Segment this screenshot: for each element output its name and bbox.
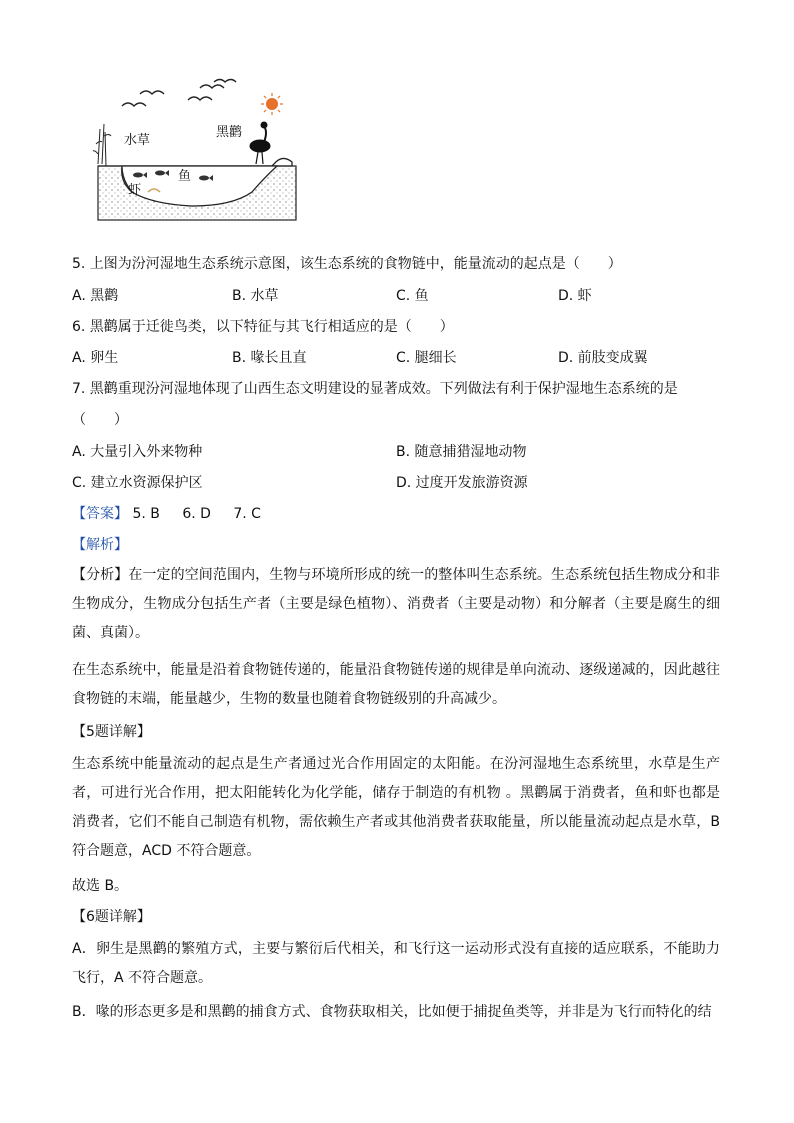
question-5-stem: 5. 上图为汾河湿地生态系统示意图，该生态系统的食物链中，能量流动的起点是（ ） xyxy=(72,256,622,272)
analysis-paragraph-1: 【分析】在一定的空间范围内，生物与环境所形成的统一的整体叫生态系统。生态系统包括生物成分和非生物成分，生物成分包括生产者（主要是绿色植物）、消费者（主要是动物）和分解者（主要是腐生的细菌、真菌）。 xyxy=(72,567,720,641)
q7-option-a: A. 大量引入外来物种 xyxy=(72,444,203,460)
q6-option-d: D. 前肢变成翼 xyxy=(558,350,648,366)
label-shrimp: 虾 xyxy=(128,183,142,198)
flying-birds-icon xyxy=(122,80,236,107)
q6-option-a: A. 卵生 xyxy=(72,350,119,366)
q5-option-c: C. 鱼 xyxy=(396,288,429,304)
label-water-grass: 水草 xyxy=(124,133,151,148)
answer-line xyxy=(72,504,279,524)
q5-option-a: A. 黑鹳 xyxy=(72,288,119,304)
detail-6-paragraph-a: A．卵生是黑鹳的繁殖方式，主要与繁衍后代相关，和飞行这一运动形式没有直接的适应联系，不能助力飞行，A 不符合题意。 xyxy=(72,941,720,986)
black-stork-icon xyxy=(250,122,270,164)
q5-option-b: B. 水草 xyxy=(232,288,279,304)
answer-item-7: 7. C xyxy=(233,506,261,522)
question-7-stem-line2: （ ） xyxy=(72,412,128,428)
water-grass-icon xyxy=(93,124,111,166)
q5-option-d: D. 虾 xyxy=(558,288,592,304)
q7-option-c: C. 建立水资源保护区 xyxy=(72,475,203,491)
analysis-paragraph-2: 在生态系统中，能量是沿着食物链传递的，能量沿食物链传递的规律是单向流动、逐级递减的，因此越往食物链的末端，能量越少，生物的数量也随着食物链级别的升高减少。 xyxy=(72,662,720,707)
q7-option-d: D. 过度开发旅游资源 xyxy=(396,475,528,491)
q7-option-b: B. 随意捕猎湿地动物 xyxy=(396,444,527,460)
wetland-ecosystem-figure xyxy=(92,74,302,226)
answer-item-6: 6. D xyxy=(182,506,211,522)
detail-5-paragraph: 生态系统中能量流动的起点是生产者通过光合作用固定的太阳能。在汾河湿地生态系统里，水草是生产者，可进行光合作用，把太阳能转化为化学能，储存于制造的有机物 。黑鹳属于消费者，鱼和虾也都是消费者，它们不能自己制造有机物，需依赖生产者或其他消费者获取能量，所以能量流动起点是水草，B符合题意，ACD 不符合题意。 xyxy=(72,756,720,859)
q6-option-c: C. 腿细长 xyxy=(396,350,457,366)
sun-icon xyxy=(261,93,283,115)
detail-5-label: 【5题详解】 xyxy=(72,724,151,740)
q6-option-b: B. 喙长且直 xyxy=(232,350,307,366)
analysis-label: 【解析】 xyxy=(72,537,128,553)
question-7-stem-line1: 7. 黑鹳重现汾河湿地体现了山西生态文明建设的显著成效。下列做法有利于保护湿地生态系统的是 xyxy=(72,381,678,397)
detail-5-conclusion: 故选 B。 xyxy=(72,878,129,894)
label-fish: 鱼 xyxy=(178,169,192,184)
label-black-stork: 黑鹳 xyxy=(216,125,243,140)
answer-label: 【答案】 xyxy=(72,506,128,522)
answer-item-5: 5. B xyxy=(132,506,160,522)
detail-6-label: 【6题详解】 xyxy=(72,909,151,925)
detail-6-paragraph-b: B．喙的形态更多是和黑鹳的捕食方式、食物获取相关，比如便于捕捉鱼类等，并非是为飞行而特化的结 xyxy=(72,1004,712,1020)
question-6-stem: 6. 黑鹳属于迁徙鸟类，以下特征与其飞行相适应的是（ ） xyxy=(72,319,454,335)
